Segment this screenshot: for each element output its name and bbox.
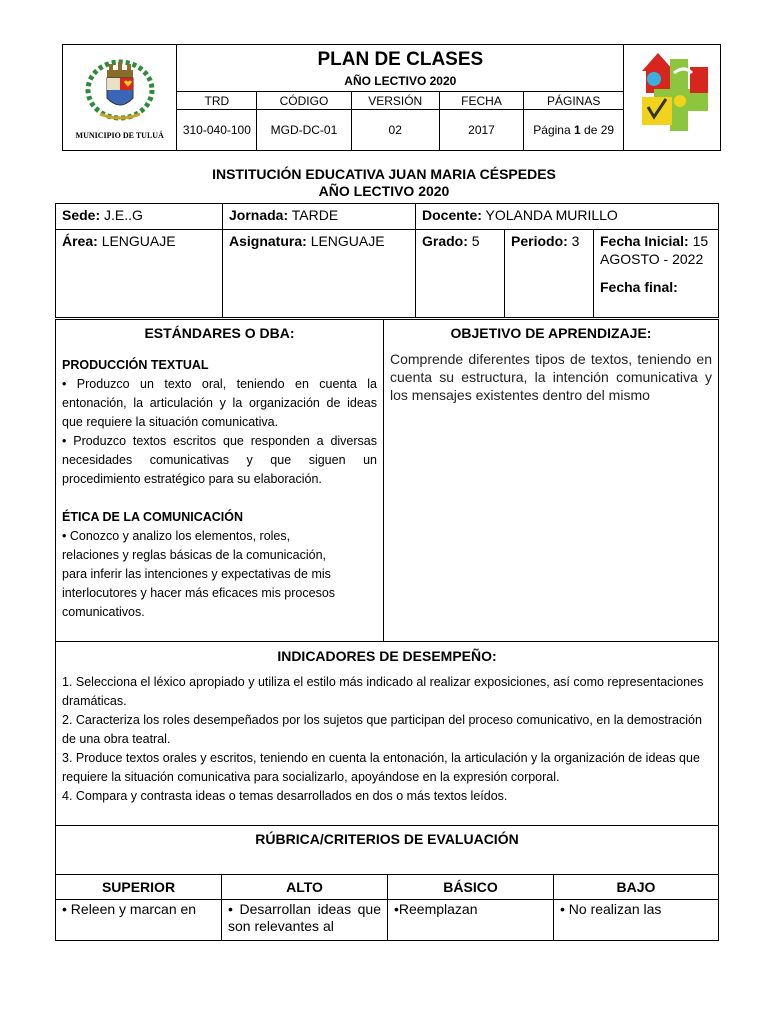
produccion-textual-heading: PRODUCCIÓN TEXTUAL [62,358,209,372]
area-cell [56,230,223,318]
jornada-label: Jornada: [229,207,289,223]
fecha-final-label: Fecha final: [600,279,678,295]
rubric-header-alto: ALTO [222,875,388,900]
institution-name: INSTITUCIÓN EDUCATIVA JUAN MARIA CÉSPEDES [212,166,556,182]
document-title-cell [177,45,624,92]
col-fecha: FECHA [439,92,523,110]
document-subtitle: AÑO LECTIVO 2020 [344,73,457,88]
periodo-cell [505,230,594,318]
value-fecha: 2017 [439,110,523,151]
col-version: VERSIÓN [351,92,439,110]
etica-line-1: • Conozco y analizo los elementos, roles, [62,529,291,543]
rubrica-section [55,825,719,875]
indicadores-title: INDICADORES DE DESEMPEÑO: [277,648,497,664]
grado-cell [416,230,505,318]
area-value: LENGUAJE [101,233,176,249]
page-total: 29 [600,123,615,137]
etica-comunicacion-heading: ÉTICA DE LA COMUNICACIÓN [62,510,244,524]
school-emblem-icon [632,49,712,141]
objetivo-title: OBJETIVO DE APRENDIZAJE: [450,325,652,341]
etica-line-3: para inferir las intenciones y expectativas de mis [62,567,331,581]
value-trd: 310-040-100 [177,110,257,151]
etica-line-5: comunicativos. [62,605,145,619]
value-codigo: MGD-DC-01 [257,110,351,151]
fecha-inicial-value: 15 AGOSTO - 2022 [600,233,709,267]
docente-value: YOLANDA MURILLO [485,207,618,223]
value-paginas [524,110,624,151]
indicador-3: 3. Produce textos orales y escritos, teniendo en cuenta la entonación, la articulación y la organización de ideas que requiere la situación comunicativa para socializarlo, apoyándose en la expresión corporal. [62,751,700,784]
document-header [62,44,721,151]
institution-year: AÑO LECTIVO 2020 [318,183,450,199]
grado-value: 5 [471,233,480,249]
municipality-logo-cell [63,45,177,151]
jornada-cell [223,204,416,230]
rubric-table [55,874,719,941]
col-paginas: PÁGINAS [524,92,624,110]
class-info-table [55,203,719,318]
area-label: Área: [62,233,98,249]
docente-cell [416,204,719,230]
rubric-header-superior: SUPERIOR [56,875,222,900]
objetivo-text: Comprende diferentes tipos de textos, teniendo en cuenta su estructura, la intención comunicativa y los mensajes existentes dentro del mismo [390,351,712,403]
produccion-item-1: • Produzco un texto oral, teniendo en cuenta la entonación, la articulación y la organización de ideas que requiere la situación comunicativa. [62,377,377,429]
asignatura-cell [223,230,416,318]
periodo-label: Periodo: [511,233,568,249]
school-logo-cell [624,45,721,151]
etica-line-2: relaciones y reglas básicas de la comunicación, [62,548,327,562]
rubric-cell-superior: • Releen y marcan en [56,900,222,941]
docente-label: Docente: [422,207,482,223]
document-title: PLAN DE CLASES [317,48,484,70]
indicador-2: 2. Caracteriza los roles desempeñados por los sujetos que participan del proceso comunicativo, en la demostración de una obra teatral. [62,713,702,746]
sede-cell [56,204,223,230]
periodo-value: 3 [571,233,580,249]
page-mid: de [584,123,598,137]
indicador-4: 4. Compara y contrasta ideas o temas desarrollados en dos o más textos leídos. [62,789,508,803]
rubric-cell-alto: • Desarrollan ideas que son relevantes al [222,900,388,941]
jornada-value: TARDE [291,207,339,223]
indicadores-section [55,641,719,826]
rubric-header-basico: BÁSICO [388,875,554,900]
rubrica-title: RÚBRICA/CRITERIOS DE EVALUACIÓN [255,831,519,847]
page-prefix: Página [533,123,571,137]
coat-of-arms-icon [80,56,160,126]
sede-value: J.E..G [104,207,143,223]
col-codigo: CÓDIGO [257,92,351,110]
institution-heading [0,166,768,200]
fechas-cell [594,230,719,318]
objetivo-section [383,319,719,642]
estandares-title: ESTÁNDARES O DBA: [144,325,295,341]
produccion-item-2: • Produzco textos escritos que responden a diversas necesidades comunicativas y que siguen un procedimiento estratégico para su elaboración. [62,434,377,486]
indicador-1: 1. Selecciona el léxico apropiado y utiliza el estilo más indicado al realizar exposiciones, así como representaciones dramáticas. [62,675,704,708]
estandares-section [55,319,384,642]
rubric-header-bajo: BAJO [554,875,719,900]
etica-line-4: interlocutores y hacer más eficaces mis procesos [62,586,336,600]
sede-label: Sede: [62,207,101,223]
fecha-inicial-label: Fecha Inicial: [600,233,689,249]
page-number: 1 [573,123,581,137]
value-version: 02 [351,110,439,151]
grado-label: Grado: [422,233,468,249]
asignatura-value: LENGUAJE [310,233,385,249]
rubric-cell-basico: •Reemplazan [388,900,554,941]
col-trd: TRD [177,92,257,110]
rubric-cell-bajo: • No realizan las [554,900,719,941]
asignatura-label: Asignatura: [229,233,307,249]
logo-caption: MUNICIPIO DE TULUÁ [75,130,164,140]
